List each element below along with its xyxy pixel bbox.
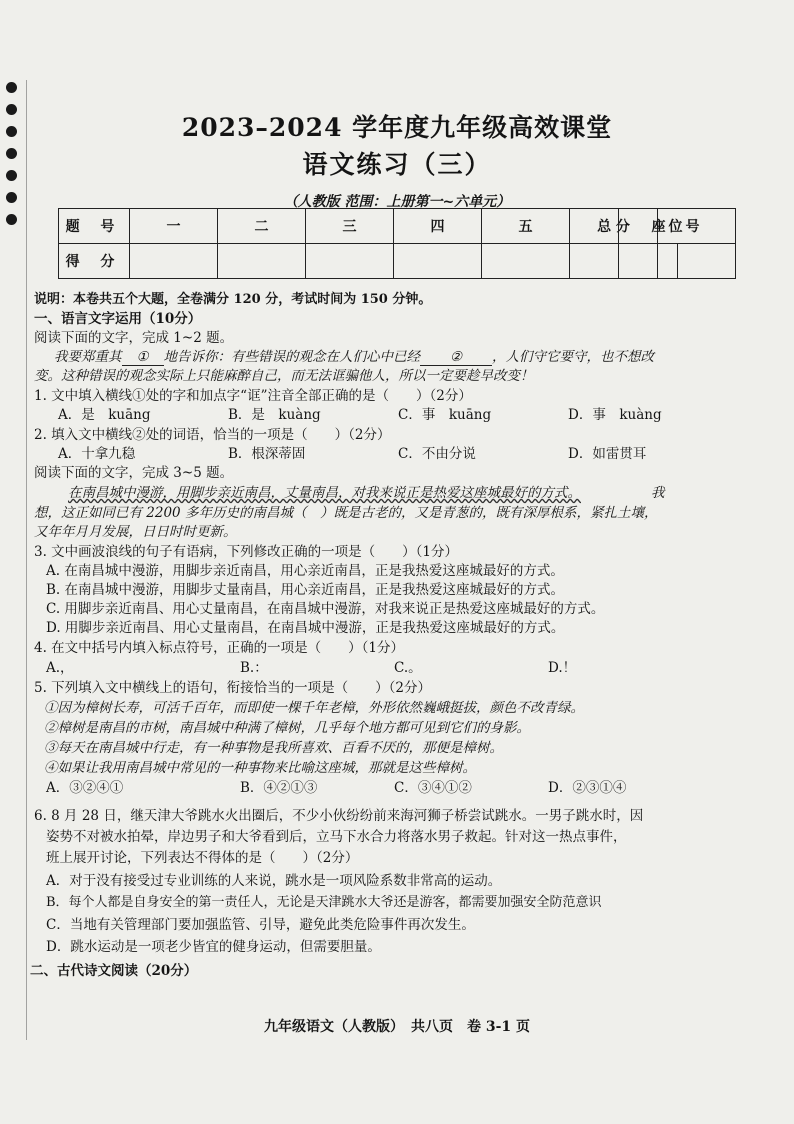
binding-hole bbox=[6, 82, 17, 93]
q5-option-a[interactable]: A．③②④① bbox=[46, 780, 124, 796]
q3-option-c[interactable]: C. 用脚步亲近南昌、用心丈量南昌，在南昌城中漫游，对我来说正是热爱这座城最好的方式。 bbox=[46, 601, 605, 617]
q1-option-b[interactable]: B．是 kuàng bbox=[228, 407, 321, 423]
q5-sentence-3: ③每天在南昌城中行走，有一种事物是我所喜欢、百看不厌的，那便是樟树。 bbox=[44, 740, 503, 756]
score-input-cell[interactable] bbox=[130, 244, 218, 279]
q5-stem: 5. 下列填入文中横线上的语句，衔接恰当的一项是（ ）（2分） bbox=[34, 680, 432, 696]
seat-label: 座位号 bbox=[619, 209, 736, 244]
q3-option-a[interactable]: A. 在南昌城中漫游，用脚步亲近南昌，用心亲近南昌，正是我热爱这座城最好的方式。 bbox=[46, 563, 564, 579]
score-table-score-row bbox=[59, 244, 658, 279]
score-cell: 一 bbox=[130, 209, 218, 244]
q6-option-c[interactable]: C．当地有关管理部门要加强监管、引导，避免此类危险事件再次发生。 bbox=[46, 917, 475, 933]
q2-options bbox=[58, 446, 718, 462]
score-input-cell[interactable] bbox=[482, 244, 570, 279]
q2-option-c[interactable]: C．不由分说 bbox=[398, 446, 476, 462]
exam-title: 2023–2024 学年度九年级高效课堂 bbox=[181, 113, 613, 142]
q1-stem: 1. 文中填入横线①处的字和加点字“诓”注音全部正确的是（ ）（2分） bbox=[34, 388, 472, 404]
exam-subtitle: 语文练习（三） bbox=[302, 150, 492, 179]
seat-input-cell[interactable] bbox=[677, 244, 736, 279]
score-table-header-row bbox=[59, 209, 658, 244]
q2-option-d[interactable]: D．如雷贯耳 bbox=[568, 446, 647, 462]
instructions: 说明：本卷共五个大题，全卷满分 120 分，考试时间为 150 分钟。 bbox=[34, 292, 432, 307]
q5-options bbox=[46, 780, 648, 796]
q4-option-a[interactable]: A.， bbox=[46, 660, 74, 676]
intro-q1-2: 阅读下面的文字，完成 1~2 题。 bbox=[34, 330, 234, 346]
binding-line bbox=[26, 80, 27, 1040]
q1-option-a[interactable]: A．是 kuāng bbox=[58, 407, 151, 423]
q1-option-d[interactable]: D．事 kuàng bbox=[568, 407, 662, 423]
q6-stem-line3: 班上展开讨论，下列表达不得体的是（ ）（2分） bbox=[46, 850, 359, 866]
q2-option-b[interactable]: B．根深蒂固 bbox=[228, 446, 306, 462]
score-cell: 三 bbox=[306, 209, 394, 244]
intro-q3-5: 阅读下面的文字，完成 3~5 题。 bbox=[34, 465, 234, 481]
q5-sentence-4: ④如果让我用南昌城中常见的一种事物来比喻这座城，那就是这些樟树。 bbox=[44, 760, 476, 776]
q5-sentence-1: ①因为樟树长寿，可活千百年，而即使一棵千年老樟，外形依然巍峨挺拔，颜色不改青绿。 bbox=[44, 700, 584, 716]
q4-option-d[interactable]: D.！ bbox=[548, 660, 577, 676]
q3-stem: 3. 文中画波浪线的句子有语病，下列修改正确的一项是（ ）（1分） bbox=[34, 544, 459, 560]
q5-sentence-2: ②樟树是南昌的市树，南昌城中种满了樟树，几乎每个地方都可见到它们的身影。 bbox=[44, 720, 530, 736]
seat-input-cell[interactable] bbox=[619, 244, 678, 279]
section2-heading: 二、古代诗文阅读（20分） bbox=[30, 963, 198, 979]
score-cell: 题 号 bbox=[59, 209, 130, 244]
score-cell: 得 分 bbox=[59, 244, 130, 279]
score-input-cell[interactable] bbox=[394, 244, 482, 279]
score-cell: 二 bbox=[218, 209, 306, 244]
score-cell: 总 分 bbox=[570, 209, 658, 244]
q5-option-c[interactable]: C．③④①② bbox=[394, 780, 472, 796]
passage2-line2: 想，这正如同已有 2200 多年历史的南昌城（ ）既是古老的，又是青葱的，既有深厚根系，紧扎土壤， bbox=[34, 505, 658, 521]
edition-scope: （人教版 范围：上册第一~六单元） bbox=[283, 194, 511, 210]
q6-option-b[interactable]: B．每个人都是自身安全的第一责任人，无论是天津跳水大爷还是游客，都需要加强安全防范意识 bbox=[46, 895, 602, 910]
q4-options bbox=[46, 660, 608, 676]
wavy-underlined-sentence: 在南昌城中漫游，用脚步亲近南昌，丈量南昌，对我来说正是热爱这座城最好的方式。 bbox=[68, 485, 581, 501]
blank-1: ① bbox=[122, 349, 164, 366]
passage1-line2: 变。这种错误的观念实际上只能麻醉自己，而无法诓骗他人，所以一定要趁早改变！ bbox=[34, 368, 534, 384]
q6-option-a[interactable]: A．对于没有接受过专业训练的人来说，跳水是一项风险系数非常高的运动。 bbox=[46, 873, 502, 889]
q1-options bbox=[58, 407, 718, 423]
q3-option-b[interactable]: B. 在南昌城中漫游，用脚步丈量南昌，用心亲近南昌，正是我热爱这座城最好的方式。 bbox=[46, 582, 565, 598]
score-table bbox=[58, 208, 658, 279]
binding-hole bbox=[6, 214, 17, 225]
q4-option-c[interactable]: C.。 bbox=[394, 660, 422, 676]
q2-stem: 2. 填入文中横线②处的词语，恰当的一项是（ ）（2分） bbox=[34, 427, 391, 443]
page-footer: 九年级语文（人教版） 共八页 卷 3-1 页 bbox=[263, 1019, 531, 1035]
q5-option-b[interactable]: B．④②①③ bbox=[240, 780, 318, 796]
q1-option-c[interactable]: C．事 kuāng bbox=[398, 407, 492, 423]
q5-option-d[interactable]: D．②③①④ bbox=[548, 780, 627, 796]
q6-stem-line1: 6. 8 月 28 日，继天津大爷跳水火出圈后，不少小伙纷纷前来海河狮子桥尝试跳水。一男子跳水时，因 bbox=[34, 808, 644, 824]
q4-stem: 4. 在文中括号内填入标点符号，正确的一项是（ ）（1分） bbox=[34, 640, 405, 656]
q2-option-a[interactable]: A．十拿九稳 bbox=[58, 446, 136, 462]
score-input-cell[interactable] bbox=[306, 244, 394, 279]
score-input-cell[interactable] bbox=[218, 244, 306, 279]
passage2-line1: 在南昌城中漫游，用脚步亲近南昌，丈量南昌，对我来说正是热爱这座城最好的方式。 我 bbox=[68, 485, 665, 501]
score-cell: 五 bbox=[482, 209, 570, 244]
blank-2: ② bbox=[420, 349, 492, 366]
q6-option-d[interactable]: D．跳水运动是一项老少皆宜的健身运动，但需要胆量。 bbox=[46, 939, 381, 955]
q6-stem-line2: 姿势不对被水拍晕，岸边男子和大爷看到后，立马下水合力将落水男子救起。针对这一热点事件， bbox=[46, 829, 627, 845]
q3-option-d[interactable]: D. 用脚步亲近南昌、用心丈量南昌，在南昌城中漫游，正是我热爱这座城最好的方式。 bbox=[46, 620, 565, 636]
seat-number-table bbox=[618, 208, 736, 279]
score-cell: 四 bbox=[394, 209, 482, 244]
passage1-line1: 我要郑重其 ① 地告诉你：有些错误的观念在人们心中已经 ② ，人们守它要守，也不想改 bbox=[54, 349, 654, 365]
q4-option-b[interactable]: B.： bbox=[240, 660, 268, 676]
section1-heading: 一、语言文字运用（10分） bbox=[34, 311, 202, 327]
passage2-line3: 又年年月月发展，日日时时更新。 bbox=[34, 524, 237, 540]
